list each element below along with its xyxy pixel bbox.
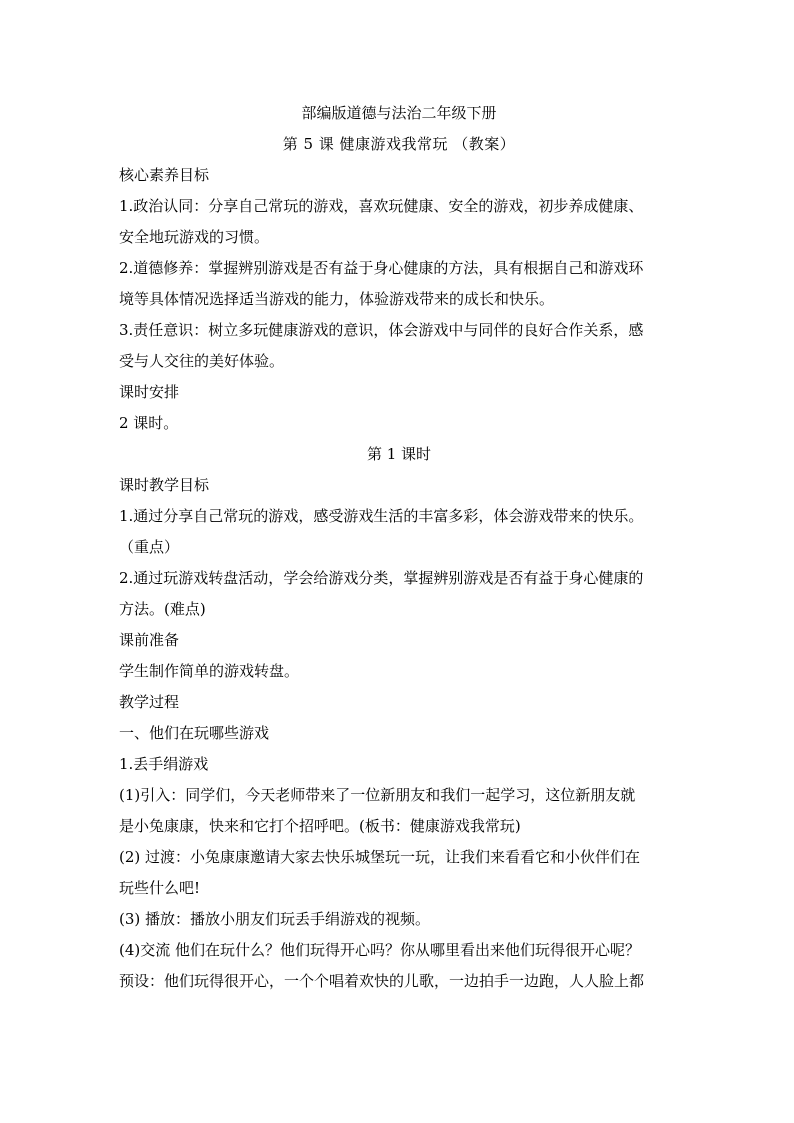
prep-heading: 课前准备 [119, 631, 180, 649]
step-3: (3) 播放：播放小朋友们玩丢手绢游戏的视频。 [119, 910, 431, 928]
core-item-2-line-1: 2.道德修养：掌握辨别游戏是否有益于身心健康的方法，具有根据自己和游戏环 [119, 259, 644, 277]
lesson-1-heading: 第 1 课时 [366, 445, 432, 463]
goal-heading: 课时教学目标 [119, 476, 210, 494]
goal-item-2-line-2: 方法。(难点) [119, 600, 206, 618]
goal-item-1-line-2: （重点） [119, 538, 180, 556]
prep-text: 学生制作简单的游戏转盘。 [119, 662, 300, 680]
core-item-1-line-2: 安全地玩游戏的习惯。 [119, 228, 270, 246]
schedule-heading: 课时安排 [119, 383, 180, 401]
goal-item-1-line-1: 1.通过分享自己常玩的游戏，感受游戏生活的丰富多彩，体会游戏带来的快乐。 [119, 507, 644, 525]
core-heading: 核心素养目标 [119, 166, 210, 184]
goal-item-2-line-1: 2.通过玩游戏转盘活动，学会给游戏分类，掌握辨别游戏是否有益于身心健康的 [119, 569, 644, 587]
core-item-2-line-2: 境等具体情况选择适当游戏的能力，体验游戏带来的成长和快乐。 [119, 290, 555, 308]
document-title: 部编版道德与法治二年级下册 [301, 104, 497, 122]
core-item-1-line-1: 1.政治认同：分享自己常玩的游戏，喜欢玩健康、安全的游戏，初步养成健康、 [119, 197, 644, 215]
step-1-line-1: (1)引入：同学们，今天老师带来了一位新朋友和我们一起学习，这位新朋友就 [119, 786, 636, 804]
step-2-line-2: 玩些什么吧! [119, 879, 201, 897]
document-subtitle: 第 5 课 健康游戏我常玩 （教案） [282, 135, 516, 153]
core-item-3-line-1: 3.责任意识：树立多玩健康游戏的意识，体会游戏中与同伴的良好合作关系，感 [119, 321, 644, 339]
process-heading: 教学过程 [119, 693, 180, 711]
item-1-heading: 1.丢手绢游戏 [119, 755, 209, 773]
core-item-3-line-2: 受与人交往的美好体验。 [119, 352, 285, 370]
step-1-line-2: 是小兔康康，快来和它打个招呼吧。(板书：健康游戏我常玩) [119, 817, 521, 835]
preset-text: 预设：他们玩得很开心，一个个唱着欢快的儿歌，一边拍手一边跑，人人脸上都 [119, 972, 645, 990]
step-2-line-1: (2) 过渡：小兔康康邀请大家去快乐城堡玩一玩，让我们来看看它和小伙伴们在 [119, 848, 641, 866]
part-1-heading: 一、他们在玩哪些游戏 [119, 724, 270, 742]
schedule-text: 2 课时。 [119, 414, 179, 432]
document-body [119, 98, 679, 997]
step-4: (4)交流 他们在玩什么？他们玩得开心吗？你从哪里看出来他们玩得很开心呢？ [119, 941, 641, 959]
